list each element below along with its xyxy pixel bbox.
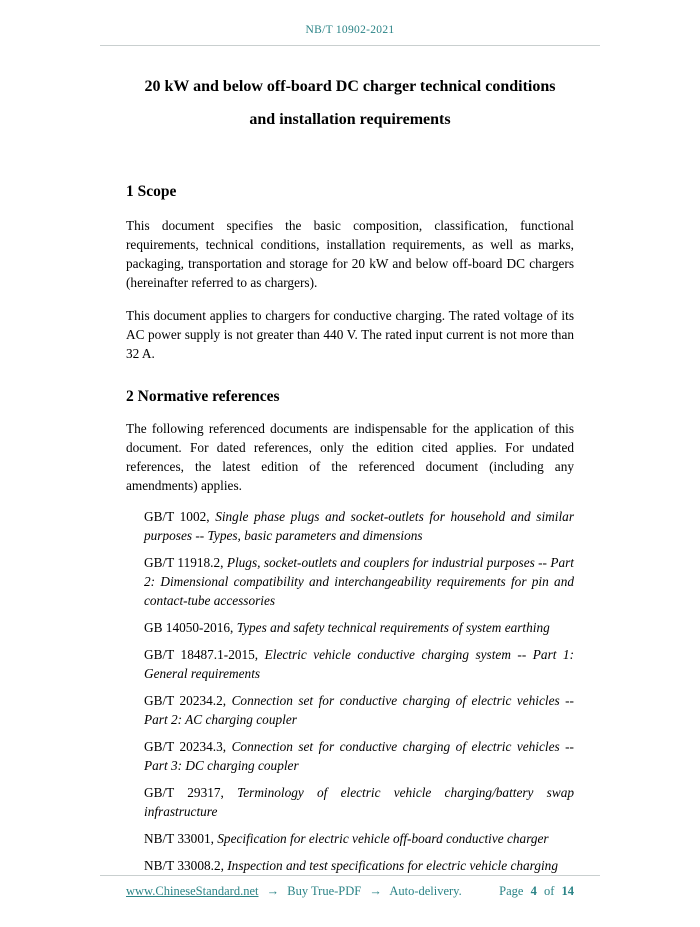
reference-title: Electric vehicle conductive charging system -- Part 1: General requirements xyxy=(144,647,575,681)
page-footer xyxy=(100,875,600,927)
reference-code: GB/T 20234.3, xyxy=(144,739,227,754)
reference-code: NB/T 33008.2, xyxy=(144,858,224,873)
page-header xyxy=(100,0,600,46)
page-label: Page xyxy=(499,884,524,898)
reference-title: Connection set for conductive charging of electric vehicles -- Part 3: DC charging coupler xyxy=(144,739,574,773)
scope-paragraph-2: This document applies to chargers for conductive charging. The rated voltage of its AC power supply is not greater than 440 V. The rated input current is not more than 32 A. xyxy=(126,308,574,361)
website-link[interactable]: www.ChineseStandard.net xyxy=(126,884,259,898)
reference-code: GB/T 11918.2, xyxy=(144,555,224,570)
footer-divider xyxy=(100,875,600,876)
reference-code: GB/T 1002, xyxy=(144,509,210,524)
arrow-icon: → xyxy=(266,884,280,898)
reference-code: GB 14050-2016, xyxy=(144,620,234,635)
reference-item xyxy=(144,737,574,775)
reference-title: Specification for electric vehicle off-board conductive charger xyxy=(217,831,549,846)
reference-code: GB/T 20234.2, xyxy=(144,693,227,708)
of-label: of xyxy=(543,884,555,898)
section-normative-heading: 2 Normative references xyxy=(126,388,280,405)
reference-title: Inspection and test specifications for electric vehicle charging xyxy=(227,858,558,873)
section-scope-heading: 1 Scope xyxy=(126,183,177,200)
reference-code: GB/T 18487.1-2015, xyxy=(144,647,259,662)
reference-item xyxy=(144,553,574,610)
references-list xyxy=(144,507,574,875)
reference-title: Types and safety technical requirements of system earthing xyxy=(236,620,550,635)
page-indicator xyxy=(495,884,574,899)
current-page-number: 4 xyxy=(530,884,537,898)
total-page-number: 14 xyxy=(561,884,574,898)
buy-true-pdf-label: Buy True-PDF xyxy=(287,884,362,898)
reference-item xyxy=(144,856,574,875)
title-line-2: and installation requirements xyxy=(249,111,451,128)
reference-item xyxy=(144,645,574,683)
reference-code: GB/T 29317, xyxy=(144,785,224,800)
title-line-1: 20 kW and below off-board DC charger technical conditions xyxy=(144,78,556,95)
document-title xyxy=(126,70,574,136)
reference-item xyxy=(144,691,574,729)
reference-title: Single phase plugs and socket-outlets for household and similar purposes -- Types, basic parameters and dimensions xyxy=(144,509,574,543)
standard-code: NB/T 10902-2021 xyxy=(305,24,395,36)
auto-delivery-label: Auto-delivery. xyxy=(389,884,462,898)
reference-item xyxy=(144,783,574,821)
reference-item xyxy=(144,507,574,545)
reference-title: Terminology of electric vehicle charging/battery swap infrastructure xyxy=(144,785,574,819)
reference-item xyxy=(144,618,574,637)
footer-left xyxy=(126,884,462,899)
normative-intro-paragraph: The following referenced documents are indispensable for the application of this document. For dated references, only the edition cited applies. For undated references, the latest edition of the referenced document (including any amendments) applies. xyxy=(126,421,574,493)
arrow-icon: → xyxy=(369,884,382,898)
document-content xyxy=(100,46,600,875)
reference-item xyxy=(144,829,574,848)
scope-paragraph-1: This document specifies the basic composition, classification, functional requirements, technical conditions, installation requirements, as well as marks, packaging, transportation and storage for 20 kW and below off-board DC chargers (hereinafter referred to as chargers). xyxy=(126,218,574,290)
reference-code: NB/T 33001, xyxy=(144,831,214,846)
footer-row xyxy=(100,884,600,899)
reference-title: Plugs, socket-outlets and couplers for industrial purposes -- Part 2: Dimensional compatibility and interchangeability requirements for pin and contact-tube accessories xyxy=(144,555,574,608)
reference-title: Connection set for conductive charging of electric vehicles -- Part 2: AC charging coupler xyxy=(144,693,574,727)
